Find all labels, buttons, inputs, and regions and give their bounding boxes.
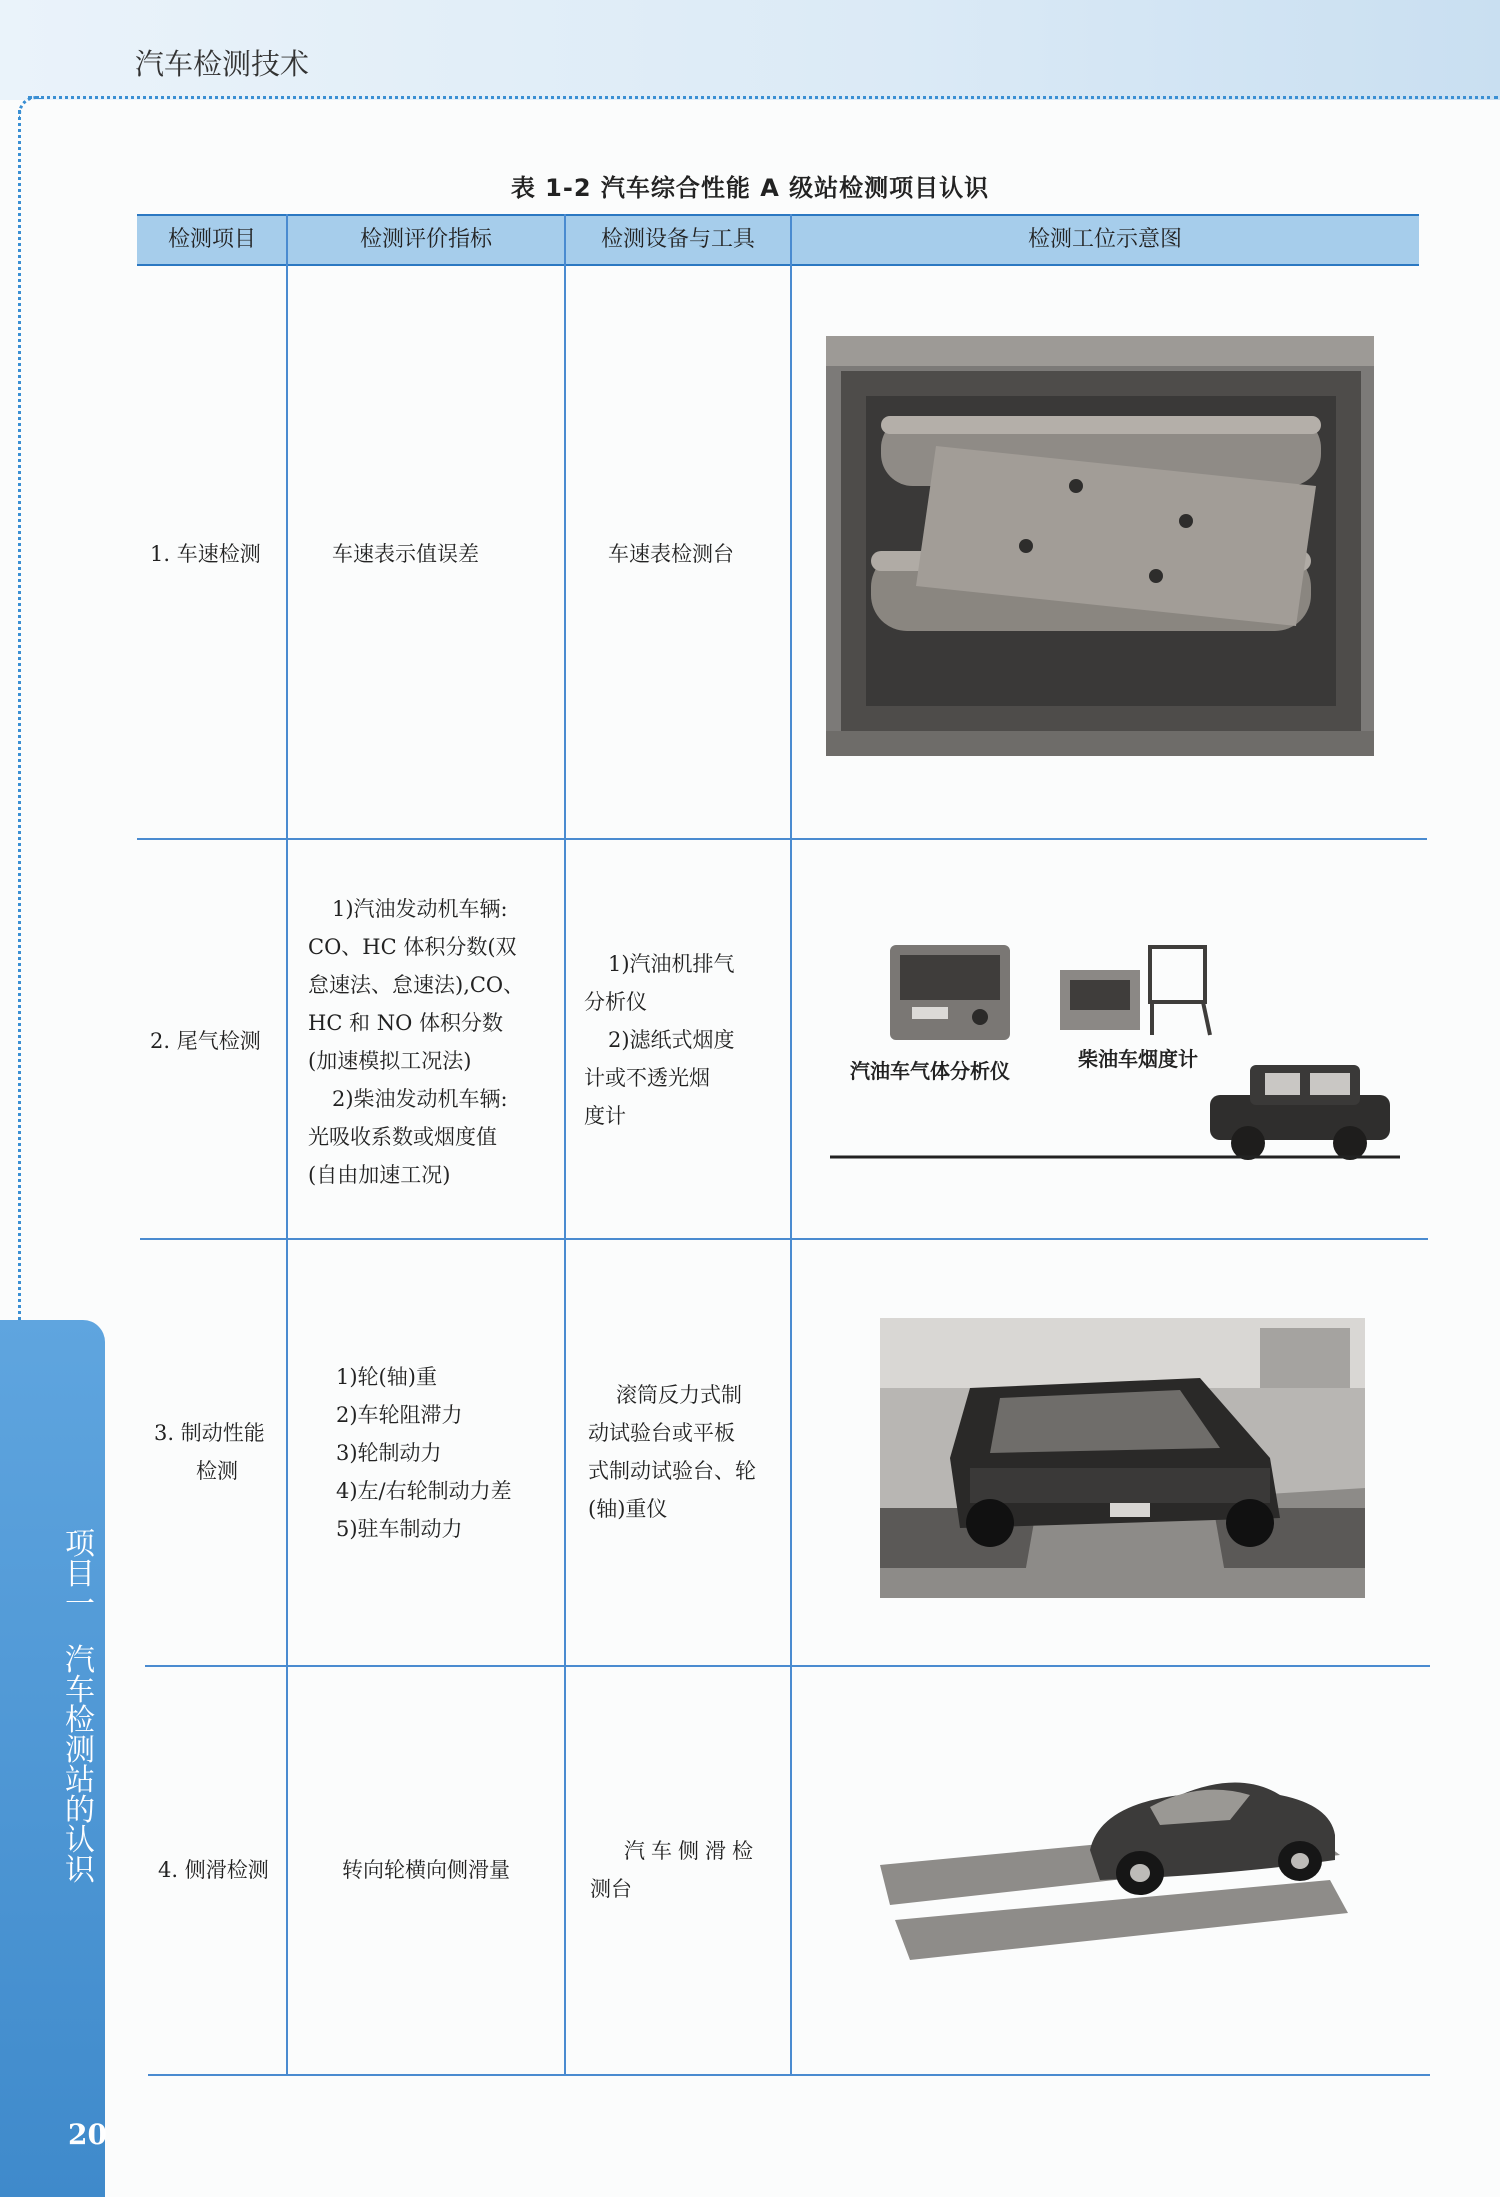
indicator-line: 1)汽油发动机车辆: [332, 897, 508, 921]
equipment-speed: 车速表检测台 [608, 542, 734, 566]
equipment-brake [588, 1376, 788, 1528]
dotted-rule [28, 96, 1498, 99]
indicator-line: 5)驻车制动力 [336, 1517, 463, 1541]
side-char: 认 [65, 1823, 95, 1858]
figure-label-smoke-meter: 柴油车烟度计 [1078, 1047, 1198, 1071]
side-char: 检 [65, 1703, 95, 1738]
equipment-line: 滚筒反力式制 [616, 1383, 742, 1407]
indicator-line: 1)轮(轴)重 [336, 1365, 437, 1389]
column-divider [564, 214, 566, 2074]
side-char: 识 [65, 1853, 95, 1888]
equipment-exhaust [584, 945, 784, 1135]
equipment-line: 2)滤纸式烟度 [608, 1028, 735, 1052]
indicator-sideslip: 转向轮横向侧滑量 [342, 1858, 510, 1882]
side-char: 目 [65, 1557, 95, 1592]
indicators-brake [336, 1358, 558, 1548]
page-number: 20 [68, 2118, 107, 2151]
item-exhaust-test: 2. 尾气检测 [150, 1029, 261, 1053]
column-header-indicators: 检测评价指标 [359, 227, 492, 252]
item-speed-test: 1. 车速检测 [150, 542, 261, 566]
column-header-item: 检测项目 [167, 227, 256, 252]
equipment-line: 动试验台或平板 [588, 1421, 735, 1445]
row-divider [137, 838, 1427, 840]
item-sideslip-test: 4. 侧滑检测 [158, 1858, 269, 1882]
item-brake-test [154, 1414, 284, 1490]
row-divider [145, 1665, 1430, 1667]
column-divider [790, 214, 792, 2074]
brake-test-photo [880, 1318, 1365, 1598]
side-char: 汽 [65, 1643, 95, 1678]
side-char: 测 [65, 1733, 95, 1768]
indicator-line: 3)轮制动力 [336, 1441, 442, 1465]
row-divider [148, 2074, 1430, 2076]
indicator-line: CO、HC 体积分数(双 [308, 935, 517, 959]
column-divider [286, 214, 288, 2074]
sideslip-test-figure [870, 1755, 1350, 1965]
equipment-line: 度计 [584, 1104, 626, 1128]
indicator-line: 2)车轮阻滞力 [336, 1403, 463, 1427]
column-header-equipment: 检测设备与工具 [600, 227, 755, 252]
speedometer-test-bench-photo [826, 336, 1374, 756]
side-char: 项 [65, 1527, 95, 1562]
equipment-line: 计或不透光烟 [584, 1066, 710, 1090]
item-line: 检测 [196, 1459, 238, 1483]
indicator-line: 2)柴油发动机车辆: [332, 1087, 508, 1111]
side-char: 车 [65, 1673, 95, 1708]
column-header-figure: 检测工位示意图 [1027, 227, 1182, 252]
indicators-exhaust [308, 890, 558, 1194]
equipment-sideslip [590, 1832, 790, 1908]
equipment-line: 式制动试验台、轮 [588, 1459, 756, 1483]
equipment-line: 分析仪 [584, 990, 647, 1014]
indicator-speed: 车速表示值误差 [332, 542, 479, 566]
equipment-line: (轴)重仪 [588, 1497, 668, 1521]
indicator-line: 光吸收系数或烟度值 [308, 1125, 497, 1149]
chapter-side-label [58, 1527, 102, 1888]
equipment-line: 1)汽油机排气 [608, 952, 735, 976]
side-char: 的 [65, 1793, 95, 1828]
indicator-line: (加速模拟工况法) [308, 1049, 472, 1073]
indicator-line: HC 和 NO 体积分数 [308, 1011, 503, 1035]
dotted-margin [18, 110, 21, 1320]
book-title: 汽车检测技术 [135, 47, 310, 81]
indicator-line: (自由加速工况) [308, 1163, 451, 1187]
indicator-line: 4)左/右轮制动力差 [336, 1479, 512, 1503]
table-header [137, 214, 1419, 266]
table-caption: 表 1-2 汽车综合性能 A 级站检测项目认识 [510, 174, 990, 202]
side-char: 一 [65, 1587, 95, 1622]
equipment-line: 汽车侧滑检 [624, 1839, 759, 1863]
equipment-line: 测台 [590, 1877, 632, 1901]
item-line: 3. 制动性能 [154, 1421, 265, 1445]
row-divider [140, 1238, 1428, 1240]
side-char: 站 [65, 1763, 95, 1798]
figure-label-gas-analyzer: 汽油车气体分析仪 [850, 1059, 1010, 1083]
indicator-line: 怠速法、怠速法),CO、 [308, 973, 525, 997]
